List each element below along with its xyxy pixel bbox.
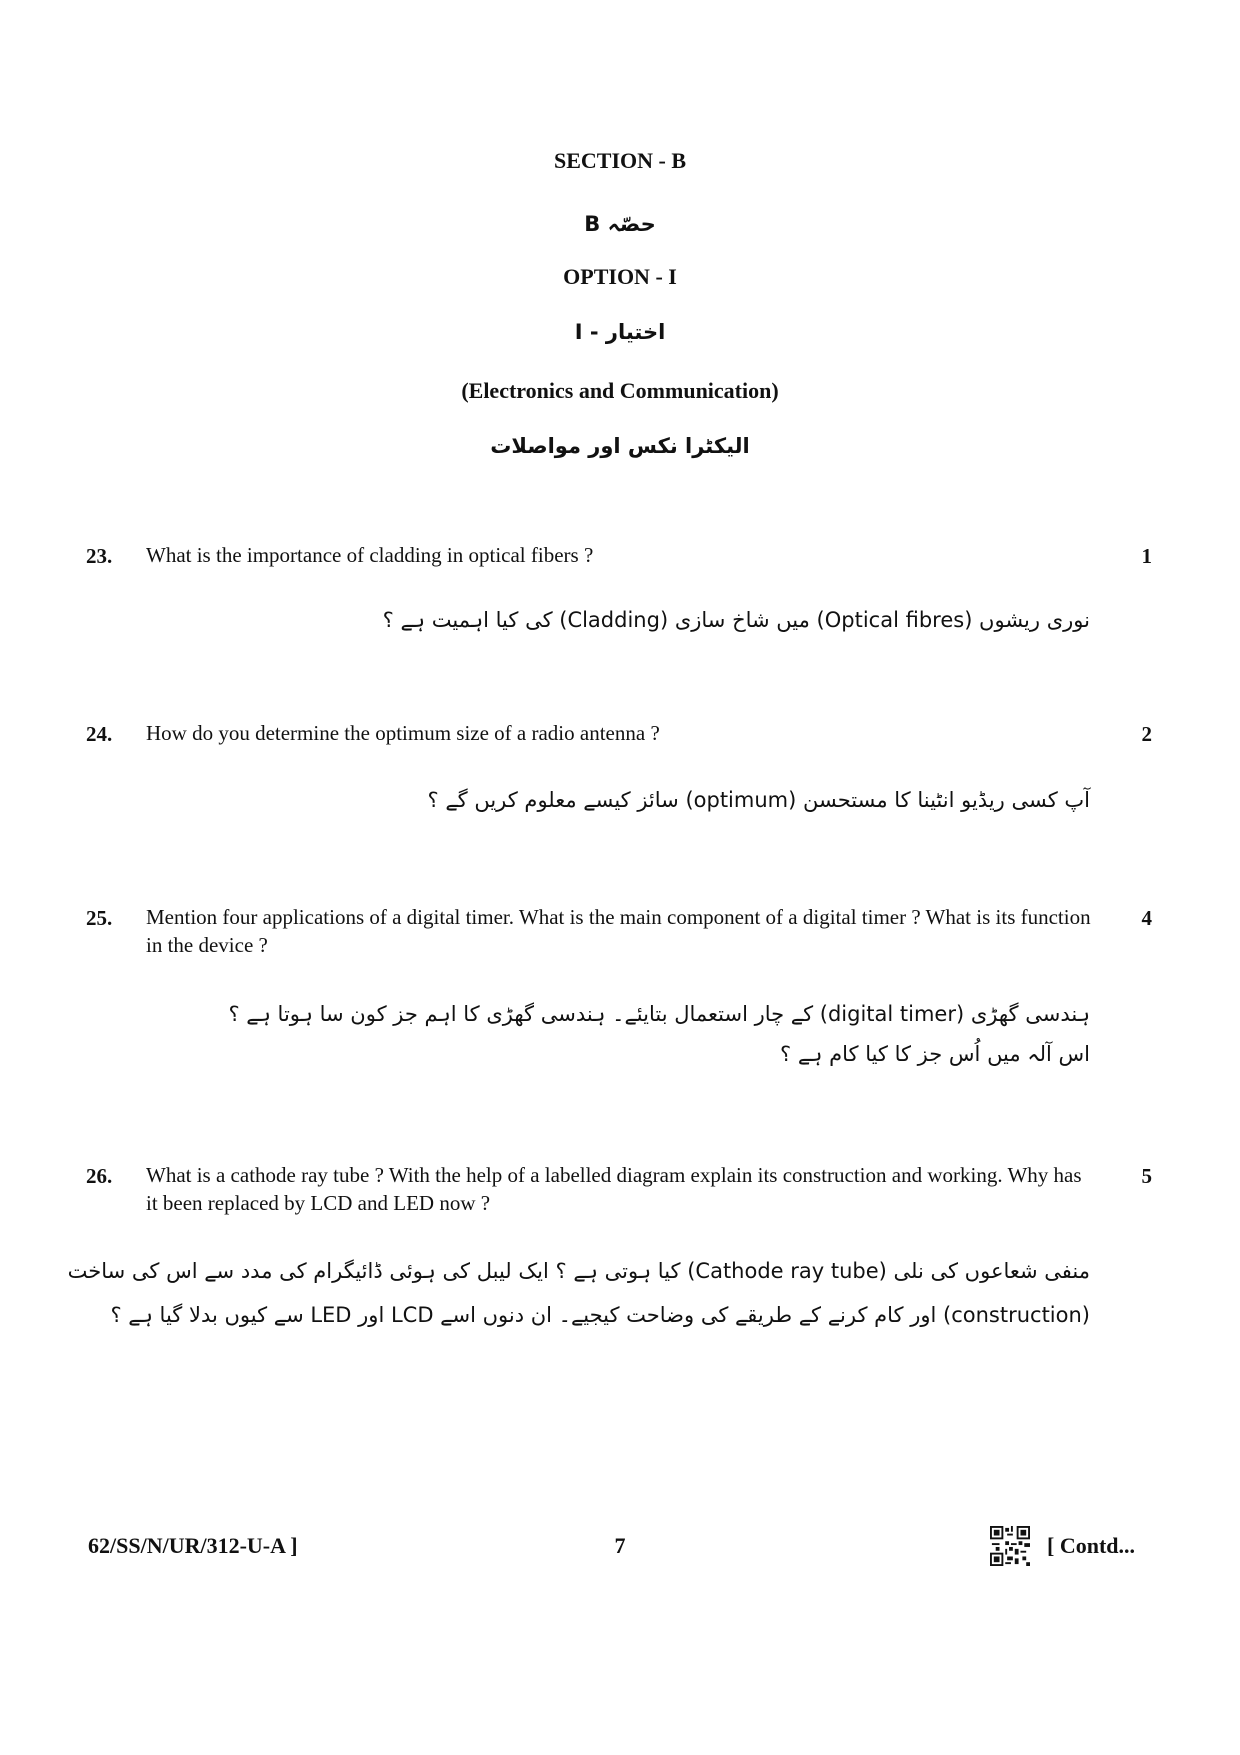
question-text-urdu: نوری ریشوں (Optical fibres) میں شاخ سازی (Cladding) کی کیا اہمیت ہے ؟ [382, 608, 1090, 632]
question-text: What is a cathode ray tube ? With the help of a labelled diagram explain its construction and working. Why has it been replaced by LCD and LED now ? [146, 1163, 1082, 1215]
question-marks: 2 [1141, 722, 1152, 746]
subject-title-urdu: الیکٹرا نکس اور مواصلات [490, 434, 750, 458]
question-number: 23. [86, 544, 113, 568]
continued-label: [ Contd... [1047, 1533, 1136, 1558]
question-marks: 4 [1141, 906, 1152, 930]
question-marks: 1 [1141, 544, 1152, 568]
subject-title: (Electronics and Communication) [461, 378, 779, 403]
question-text-urdu: (construction) اور کام کرنے کے طریقے کی وضاحت کیجیے۔ ان دنوں اسے LCD اور LED سے کیوں بدلا گیا ہے ؟ [110, 1303, 1090, 1327]
section-title-urdu: حصّہ B [584, 212, 656, 236]
option-title-urdu: اختیار - I [574, 320, 666, 344]
question-text-urdu: اس آلہ میں اُس جز کا کیا کام ہے ؟ [780, 1042, 1090, 1066]
qr-code-icon [990, 1526, 1030, 1566]
question-number: 25. [86, 906, 113, 930]
question-text-urdu: آپ کسی ریڈیو انٹینا کا مستحسن (optimum) سائز کیسے معلوم کریں گے ؟ [427, 788, 1090, 812]
question-text: Mention four applications of a digital timer. What is the main component of a digital timer ? What is its function in the device ? [146, 905, 1091, 957]
paper-code: 62/SS/N/UR/312-U-A ] [88, 1533, 298, 1558]
question-text-urdu: منفی شعاعوں کی نلی (Cathode ray tube) کیا ہوتی ہے ؟ ایک لیبل کی ہوئی ڈائیگرام کی مدد سے اس کی ساخت [67, 1259, 1090, 1283]
question-text-urdu: ہندسی گھڑی (digital timer) کے چار استعمال بتایئے۔ ہندسی گھڑی کا اہم جز کون سا ہوتا ہے ؟ [228, 1002, 1090, 1026]
question-number: 26. [86, 1164, 113, 1188]
option-title: OPTION - I [563, 264, 677, 289]
question-text: How do you determine the optimum size of a radio antenna ? [146, 721, 660, 745]
question-text: What is the importance of cladding in optical fibers ? [146, 543, 594, 567]
question-marks: 5 [1141, 1164, 1152, 1188]
question-number: 24. [86, 722, 113, 746]
section-title: SECTION - B [553, 148, 687, 173]
page-number: 7 [614, 1533, 626, 1558]
